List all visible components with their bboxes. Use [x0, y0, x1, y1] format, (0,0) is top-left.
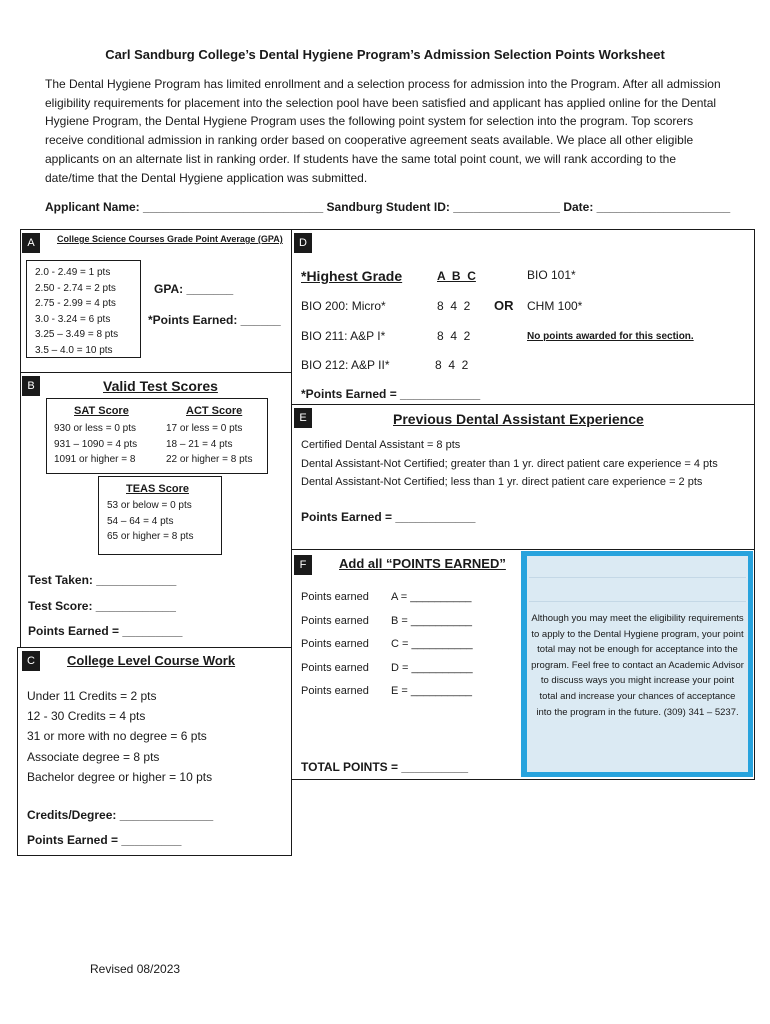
points-earned-value[interactable]: D = __________ [391, 661, 473, 674]
bio200-label: BIO 200: Micro* [301, 299, 386, 313]
intro-paragraph: The Dental Hygiene Program has limited enrollment and a selection process for admission into the Program. After all admission eligibility requirements for placement into the selection pool have been satisfied and applicant has applied online for the Dental Hygiene Program, the Dental Hygiene Program uses the following point system for selection into the program. Top scorers receive conditional admission in ranking order based on cooperative agreement seats available. We place all other eligible applicants on an alternate list in ranking order. If students have the same total point count, we will rank according to the date/time that the Dental Hygiene application was submitted. [45, 77, 721, 185]
points-earned-value[interactable]: C = __________ [391, 638, 473, 651]
chm100-label: CHM 100* [527, 299, 583, 313]
teas-item: 54 – 64 = 4 pts [107, 515, 174, 527]
bio212-label: BIO 212: A&P II* [301, 358, 390, 372]
points-earned-value[interactable]: B = __________ [391, 614, 473, 627]
bio101-label: BIO 101* [527, 268, 576, 282]
section-c-heading: College Level Course Work [67, 653, 236, 668]
bio212-points: 8 4 2 [435, 358, 469, 372]
teas-title: TEAS Score [126, 483, 189, 495]
grade-columns: A B C [437, 269, 476, 283]
section-c-points-field[interactable]: Points Earned = _________ [27, 833, 182, 847]
course-work-item: Under 11 Credits = 2 pts [27, 689, 157, 703]
test-score-field[interactable]: Test Score: ____________ [28, 599, 176, 613]
bio200-points: 8 4 2 [437, 299, 471, 313]
test-taken-field[interactable]: Test Taken: ____________ [28, 573, 177, 587]
course-work-item: 31 or more with no degree = 6 pts [27, 729, 207, 744]
course-work-item: 12 - 30 Credits = 4 pts [27, 709, 146, 724]
course-work-item: Associate degree = 8 pts [27, 749, 160, 764]
gpa-scale-item: 2.50 - 2.74 = 2 pts [35, 282, 116, 294]
points-earned-value[interactable]: A = __________ [391, 591, 472, 603]
points-earned-label: Points earned [301, 614, 369, 627]
page-title: Carl Sandburg College’s Dental Hygiene Program’s Admission Selection Points Worksheet [105, 47, 665, 62]
points-earned-list [301, 586, 473, 704]
act-list [166, 421, 252, 468]
experience-item: Certified Dental Assistant = 8 pts [301, 439, 461, 451]
section-f-label: F [294, 555, 312, 575]
points-earned-label: Points earned [301, 685, 369, 698]
advisor-note-text: Although you may meet the eligibility requirements to apply to the Dental Hygiene program, your point total may not be enough for acceptance into the program. Feel free to contact an Academic Advisor to discuss ways you might increase your point total and increase your chances of acceptance into the program in the future. (309) 341 – 5237. [531, 613, 744, 718]
section-d-points-field[interactable]: *Points Earned = ____________ [301, 387, 481, 401]
gpa-scale-item: 3.0 - 3.24 = 6 pts [35, 313, 111, 325]
points-earned-row[interactable] [301, 610, 473, 634]
points-earned-row[interactable] [301, 680, 473, 704]
section-b-points-field[interactable]: Points Earned = _________ [28, 624, 183, 638]
experience-item: Dental Assistant-Not Certified; less than 1 yr. direct patient care experience = 2 pts [301, 476, 703, 488]
credits-degree-field[interactable]: Credits/Degree: ______________ [27, 808, 214, 822]
sat-item: 1091 or higher = 8 [54, 454, 136, 465]
section-c-label: C [22, 651, 40, 671]
act-title: ACT Score [186, 405, 243, 417]
sat-item: 931 – 1090 = 4 pts [54, 438, 138, 450]
sat-list [54, 421, 137, 468]
points-earned-row[interactable] [301, 586, 473, 610]
note-divider [529, 601, 746, 602]
gpa-scale-item: 3.5 – 4.0 = 10 pts [35, 344, 113, 356]
highest-grade-heading: *Highest Grade [301, 268, 403, 284]
section-a-heading: College Science Courses Grade Point Average (GPA) [57, 234, 283, 244]
sat-title: SAT Score [74, 405, 129, 417]
gpa-field[interactable]: GPA: _______ [154, 282, 234, 296]
experience-list [301, 436, 718, 492]
applicant-line[interactable]: Applicant Name: ___________________________ Sandburg Student ID: ________________ Date: ____________________ [45, 200, 731, 214]
bio211-points: 8 4 2 [437, 329, 471, 343]
no-points-note: No points awarded for this section. [527, 331, 694, 342]
section-d-label: D [294, 233, 312, 253]
act-item: 18 – 21 = 4 pts [166, 438, 233, 450]
points-earned-label: Points earned [301, 591, 369, 603]
note-divider [529, 577, 746, 578]
section-e-heading: Previous Dental Assistant Experience [393, 411, 644, 427]
points-earned-label: Points earned [301, 661, 369, 674]
points-earned-row[interactable] [301, 657, 473, 681]
teas-item: 65 or higher = 8 pts [107, 531, 194, 542]
course-work-item: Bachelor degree or higher = 10 pts [27, 769, 213, 784]
total-points-field[interactable]: TOTAL POINTS = __________ [301, 760, 469, 774]
section-d-box [291, 229, 755, 405]
act-item: 17 or less = 0 pts [166, 423, 243, 434]
gpa-scale-item: 3.25 – 3.49 = 8 pts [35, 329, 119, 340]
revised-date: Revised 08/2023 [90, 962, 181, 976]
act-item: 22 or higher = 8 pts [166, 454, 253, 465]
experience-item: Dental Assistant-Not Certified; greater than 1 yr. direct patient care experience = 4 pts [301, 457, 718, 470]
section-b-heading: Valid Test Scores [103, 378, 218, 394]
or-label: OR [494, 298, 514, 313]
points-earned-label: Points earned [301, 638, 369, 651]
section-f-heading: Add all “POINTS EARNED” [339, 556, 506, 571]
teas-item: 53 or below = 0 pts [107, 500, 192, 511]
teas-list [107, 498, 193, 545]
section-a-points-field[interactable]: *Points Earned: ______ [148, 313, 281, 327]
points-earned-value[interactable]: E = __________ [391, 685, 473, 698]
course-work-list [27, 686, 212, 787]
points-earned-row[interactable] [301, 633, 473, 657]
section-e-points-field[interactable]: Points Earned = ____________ [301, 510, 476, 524]
section-e-label: E [294, 408, 312, 428]
section-a-label: A [22, 233, 40, 253]
gpa-scale-list [35, 265, 118, 358]
gpa-scale-item: 2.75 - 2.99 = 4 pts [35, 298, 116, 309]
bio211-label: BIO 211: A&P I* [301, 329, 386, 343]
gpa-scale-item: 2.0 - 2.49 = 1 pts [35, 267, 111, 278]
sat-item: 930 or less = 0 pts [54, 423, 136, 434]
section-b-label: B [22, 376, 40, 396]
